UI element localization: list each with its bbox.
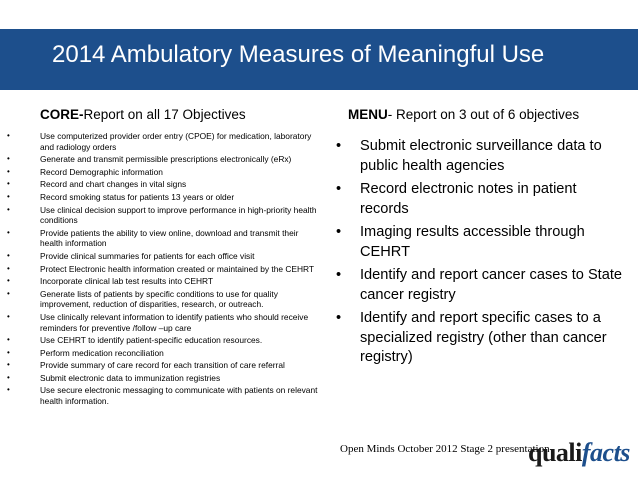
- core-item-text: Submit electronic data to immunization registries: [40, 372, 221, 383]
- menu-item: [334, 137, 624, 176]
- slide-title: 2014 Ambulatory Measures of Meaningful Use: [52, 41, 545, 68]
- core-item-text: Generate lists of patients by specific conditions to use for quality improvement, reduction of disparities, research, or outreach.: [40, 288, 278, 310]
- bullet-icon: •: [7, 263, 10, 273]
- core-item: [0, 167, 320, 178]
- logo-text-facts: facts: [581, 438, 630, 467]
- menu-heading-bold: MENU: [348, 107, 388, 122]
- core-item-text: Provide patients the ability to view online, download and transmit their health information: [40, 227, 299, 249]
- core-heading-bold: CORE-: [40, 107, 84, 122]
- bullet-icon: •: [336, 267, 342, 283]
- bullet-icon: •: [7, 335, 10, 345]
- core-item-text: Record Demographic information: [40, 166, 163, 177]
- bullet-icon: •: [7, 360, 10, 370]
- core-item-text: Record smoking status for patients 13 years or older: [40, 191, 235, 202]
- bullet-icon: •: [7, 311, 10, 321]
- bullet-icon: •: [7, 347, 10, 357]
- menu-item: [334, 309, 624, 368]
- core-item: [0, 373, 320, 384]
- bullet-icon: •: [336, 310, 342, 326]
- core-item: [0, 154, 320, 165]
- core-item-text: Incorporate clinical lab test results into CEHRT: [40, 276, 213, 287]
- core-item: [0, 264, 320, 275]
- core-item: [0, 192, 320, 203]
- menu-item-text: Record electronic notes in patient records: [360, 181, 577, 217]
- menu-heading-text: - Report on 3 out of 6 objectives: [387, 107, 580, 122]
- core-item-text: Use secure electronic messaging to communicate with patients on relevant health information.: [40, 385, 318, 407]
- core-item: [0, 276, 320, 287]
- bullet-icon: •: [7, 372, 10, 382]
- core-item: [0, 385, 320, 406]
- menu-item-text: Submit electronic surveillance data to public health agencies: [360, 138, 602, 174]
- menu-heading: [348, 107, 579, 122]
- core-item-text: Record and chart changes in vital signs: [40, 179, 187, 190]
- menu-item-text: Identify and report cancer cases to State cancer registry: [360, 267, 623, 303]
- menu-item: [334, 223, 624, 262]
- core-heading-text: Report on all 17 Objectives: [83, 107, 246, 122]
- core-item-text: Use clinical decision support to improve performance in high-priority health conditions: [40, 204, 317, 226]
- core-item: [0, 131, 320, 152]
- bullet-icon: •: [7, 204, 10, 214]
- core-item: [0, 251, 320, 262]
- core-item: [0, 228, 320, 249]
- core-item: [0, 348, 320, 359]
- bullet-icon: •: [7, 227, 10, 237]
- core-objectives-list: [0, 131, 320, 409]
- bullet-icon: •: [7, 179, 10, 189]
- bullet-icon: •: [7, 154, 10, 164]
- logo-text-quali: quali: [528, 438, 582, 467]
- title-bar: [0, 29, 638, 90]
- core-item-text: Provide clinical summaries for patients for each office visit: [40, 250, 255, 261]
- menu-item-text: Imaging results accessible through CEHRT: [360, 224, 585, 260]
- bullet-icon: •: [7, 385, 10, 395]
- core-item-text: Perform medication reconciliation: [40, 347, 164, 358]
- core-item: [0, 312, 320, 333]
- core-item-text: Use computerized provider order entry (CPOE) for medication, laboratory and radiology orders: [40, 131, 312, 152]
- core-item: [0, 360, 320, 371]
- bullet-icon: •: [336, 138, 342, 154]
- core-item-text: Provide summary of care record for each transition of care referral: [40, 360, 285, 371]
- source-note: Open Minds October 2012 Stage 2 presentation: [340, 443, 550, 455]
- core-item-text: Generate and transmit permissible prescriptions electronically (eRx): [40, 154, 292, 165]
- bullet-icon: •: [7, 276, 10, 286]
- core-item: [0, 205, 320, 226]
- bullet-icon: •: [7, 131, 10, 140]
- bullet-icon: •: [7, 166, 10, 176]
- menu-item: [334, 266, 624, 305]
- menu-item-text: Identify and report specific cases to a specialized registry (other than cancer registry): [360, 310, 607, 365]
- bullet-icon: •: [336, 224, 342, 240]
- bullet-icon: •: [7, 191, 10, 201]
- core-item-text: Use clinically relevant information to identify patients who should receive reminders for preventive /follow –up care: [40, 311, 309, 333]
- core-heading: [40, 107, 246, 122]
- core-item: [0, 335, 320, 346]
- core-item-text: Protect Electronic health information created or maintained by the CEHRT: [40, 263, 315, 274]
- bullet-icon: •: [7, 288, 10, 298]
- core-item-text: Use CEHRT to identify patient-specific education resources.: [40, 335, 263, 346]
- menu-item: [334, 180, 624, 219]
- core-item: [0, 179, 320, 190]
- menu-objectives-list: [334, 137, 624, 372]
- bullet-icon: •: [7, 250, 10, 260]
- core-item: [0, 289, 320, 310]
- qualifacts-logo: [528, 438, 630, 468]
- bullet-icon: •: [336, 181, 342, 197]
